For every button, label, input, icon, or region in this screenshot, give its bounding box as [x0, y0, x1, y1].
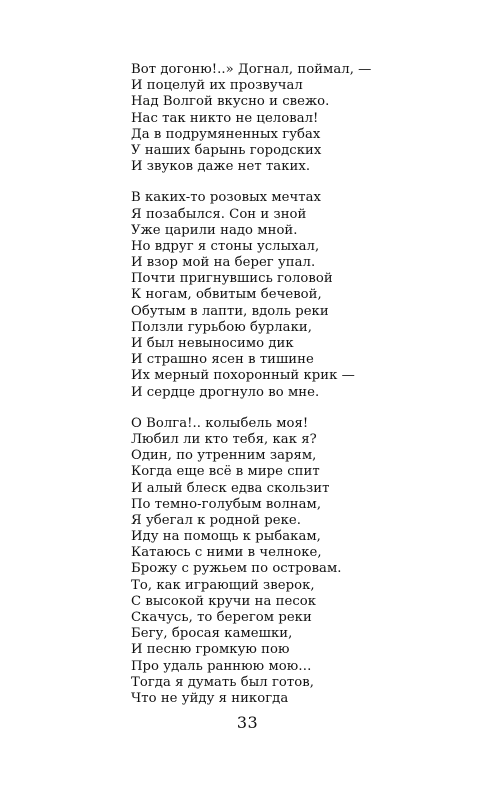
poem-line: Катаюсь с ними в челноке,	[131, 545, 322, 561]
poem-line: По темно-голубым волнам,	[131, 496, 322, 512]
poem-line: Что не уйду я никогда	[131, 690, 289, 706]
poem-line: И поцелуй их прозвучал	[131, 78, 303, 94]
poem-line: Про удаль раннюю мою…	[131, 658, 312, 674]
poem-line: Нас так никто не целовал!	[131, 110, 319, 126]
page-number: 33	[236, 713, 259, 732]
poem-line: Скачусь, то берегом реки	[131, 610, 312, 625]
poem-line: К ногам, обвитым бечевой,	[131, 287, 322, 303]
poem-line: Да в подрумяненных губах	[131, 126, 321, 142]
poem-line: Но вдруг я стоны услыхал,	[131, 238, 320, 254]
poem-line: Брожу с ружьем по островам.	[131, 561, 342, 577]
poem-line: В каких-то розовых мечтах	[131, 190, 322, 206]
poem-line: Ползли гурьбою бурлаки,	[131, 319, 312, 335]
poem-line: Любил ли кто тебя, как я?	[131, 431, 317, 447]
poem-line: И алый блеск едва скользит	[131, 480, 330, 496]
poem-line: И взор мой на берег упал.	[131, 255, 316, 271]
poem-line: Я позабылся. Сон и зной	[131, 206, 307, 222]
poem-line: И звуков даже нет таких.	[131, 159, 311, 175]
poem-line: Их мерный похоронный крик —	[131, 368, 355, 384]
poem-line: Тогда я думать был готов,	[131, 674, 314, 690]
poem-line: И сердце дрогнуло во мне.	[131, 384, 320, 400]
poem-line: То, как играющий зверок,	[131, 577, 315, 593]
poem-line: И страшно ясен в тишине	[131, 352, 314, 368]
poem-line: О Волга!.. колыбель моя!	[131, 415, 309, 431]
poem-line: Бегу, бросая камешки,	[131, 626, 293, 642]
poem-line: Когда еще всё в мире спит	[131, 464, 320, 480]
stanza-3	[131, 416, 471, 707]
poem-line: Один, по утренним зарям,	[131, 448, 317, 464]
poem-line: И был невыносимо дик	[131, 336, 294, 351]
poem-line: Я убегал к родной реке.	[131, 512, 301, 528]
poem-text	[131, 62, 471, 707]
stanza-1	[131, 62, 471, 175]
poem-line: И песню громкую пою	[131, 642, 290, 658]
poem-line: Обутым в лапти, вдоль реки	[131, 303, 329, 319]
poem-line: Над Волгой вкусно и свежо.	[131, 94, 330, 110]
stanza-2	[131, 190, 471, 400]
poem-line: Вот догоню!..» Догнал, поймал, —	[131, 62, 372, 77]
poem-line: Почти пригнувшись головой	[131, 271, 333, 287]
poem-line: У наших барынь городских	[131, 142, 322, 158]
poem-line: Иду на помощь к рыбакам,	[131, 529, 321, 545]
poem-line: С высокой кручи на песок	[131, 593, 317, 609]
poem-line: Уже царили надо мной.	[131, 222, 298, 238]
